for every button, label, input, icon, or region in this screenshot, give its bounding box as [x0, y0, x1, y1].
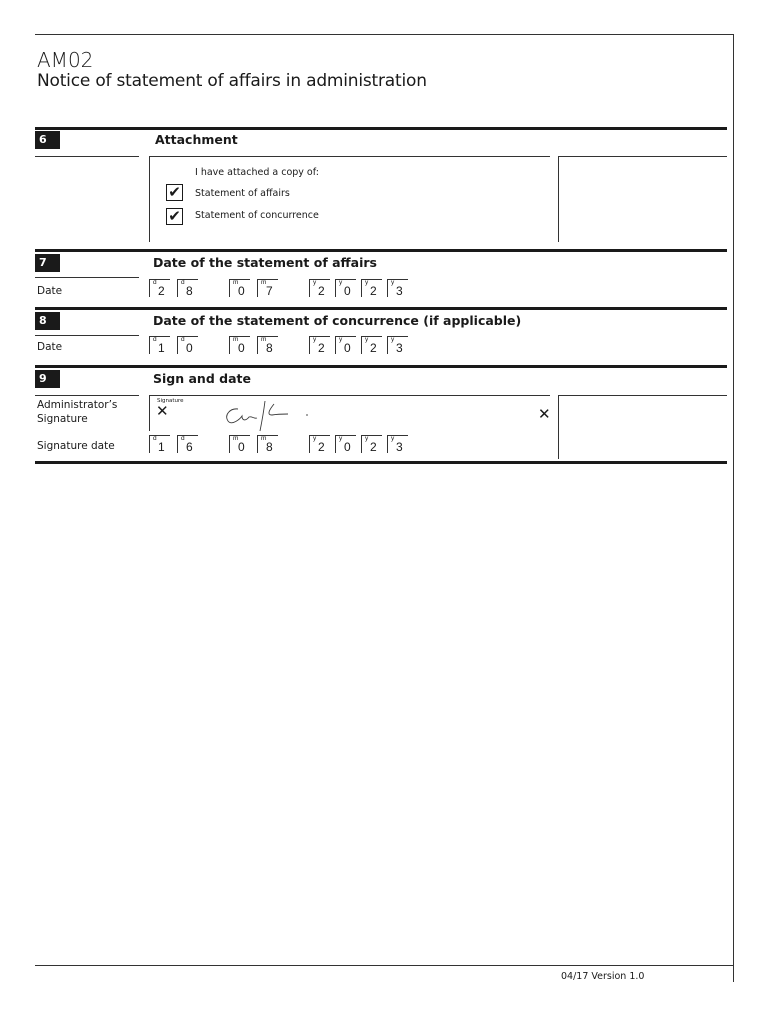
- date-part-marker: m: [233, 279, 239, 286]
- date-digit-cell[interactable]: [257, 435, 278, 453]
- date-digit: 2: [318, 440, 325, 454]
- date-digit: 6: [186, 440, 193, 454]
- page-frame-bottom: [35, 965, 733, 966]
- section-6-left-rule: [35, 156, 139, 157]
- section-7-title: Date of the statement of affairs: [153, 255, 377, 270]
- section-6-box-left: [149, 156, 150, 242]
- date-digit-cell[interactable]: [229, 336, 250, 354]
- statement-of-affairs-checkbox[interactable]: ✔: [166, 184, 183, 201]
- page-frame-top: [35, 34, 733, 35]
- section-9-title: Sign and date: [153, 371, 251, 386]
- date-digit-cell[interactable]: [387, 435, 408, 453]
- administrator-signature[interactable]: [216, 397, 316, 435]
- date-digit: 0: [344, 341, 351, 355]
- date-digit-cell[interactable]: [335, 279, 356, 297]
- date-digit: 7: [266, 284, 273, 298]
- signature-end-x-icon: ✕: [538, 405, 551, 423]
- date-digit: 0: [238, 284, 245, 298]
- date-part-marker: y: [365, 279, 369, 286]
- form-code: AM02: [37, 48, 94, 72]
- date-digit-cell[interactable]: [361, 336, 382, 354]
- date-part-marker: y: [391, 336, 395, 343]
- date-part-marker: m: [261, 435, 267, 442]
- section-6-title: Attachment: [155, 132, 238, 147]
- date-part-marker: m: [233, 435, 239, 442]
- date-part-marker: y: [365, 336, 369, 343]
- section-9-rule: [35, 365, 727, 368]
- section-6-number: 6: [35, 131, 60, 149]
- statement-of-affairs-date[interactable]: [149, 279, 419, 299]
- date-digit: 0: [344, 284, 351, 298]
- date-part-marker: y: [391, 279, 395, 286]
- date-digit: 0: [186, 341, 193, 355]
- signature-box-left: [149, 395, 150, 431]
- date-digit: 2: [158, 284, 165, 298]
- date-digit: 3: [396, 440, 403, 454]
- statement-of-affairs-label: Statement of affairs: [195, 188, 290, 199]
- form-title: Notice of statement of affairs in administration: [37, 71, 427, 91]
- date-part-marker: d: [153, 435, 157, 442]
- section-9-guidance-rule: [558, 395, 727, 396]
- section-8-date-label: Date: [37, 341, 63, 353]
- date-digit: 2: [370, 440, 377, 454]
- version-footer: 04/17 Version 1.0: [561, 971, 645, 982]
- date-digit: 2: [370, 284, 377, 298]
- section-6-guidance-rule: [558, 156, 727, 157]
- section-9-bottom-rule: [35, 461, 727, 464]
- date-part-marker: y: [339, 279, 343, 286]
- section-6-rule: [35, 127, 727, 130]
- section-8-title: Date of the statement of concurrence (if applicable): [153, 313, 522, 328]
- date-digit-cell[interactable]: [361, 279, 382, 297]
- date-digit: 2: [318, 284, 325, 298]
- sig-label-line-2: Signature: [37, 413, 88, 425]
- date-digit-cell[interactable]: [149, 336, 170, 354]
- date-part-marker: d: [153, 336, 157, 343]
- date-digit-cell[interactable]: [229, 279, 250, 297]
- section-8-left-rule: [35, 335, 139, 336]
- section-6-box-top: [149, 156, 550, 157]
- date-part-marker: y: [365, 435, 369, 442]
- signature-box-top: [149, 395, 550, 396]
- date-digit-cell[interactable]: [177, 435, 198, 453]
- date-digit-cell[interactable]: [361, 435, 382, 453]
- date-digit: 0: [344, 440, 351, 454]
- date-digit-cell[interactable]: [309, 435, 330, 453]
- page-frame-right: [733, 34, 734, 982]
- date-part-marker: m: [261, 279, 267, 286]
- date-part-marker: y: [391, 435, 395, 442]
- date-digit-cell[interactable]: [257, 336, 278, 354]
- section-7-rule: [35, 249, 727, 252]
- date-part-marker: y: [313, 336, 317, 343]
- date-digit: 8: [186, 284, 193, 298]
- attachment-intro: I have attached a copy of:: [195, 167, 319, 178]
- date-digit-cell[interactable]: [309, 336, 330, 354]
- date-digit-cell[interactable]: [387, 336, 408, 354]
- signature-start-x-icon: ✕: [156, 402, 169, 420]
- date-digit-cell[interactable]: [387, 279, 408, 297]
- date-part-marker: y: [339, 336, 343, 343]
- date-digit: 3: [396, 284, 403, 298]
- signature-date[interactable]: [149, 435, 419, 455]
- date-part-marker: m: [261, 336, 267, 343]
- date-part-marker: d: [181, 435, 185, 442]
- section-7-number: 7: [35, 254, 60, 272]
- statement-of-concurrence-label: Statement of concurrence: [195, 210, 319, 221]
- date-digit: 8: [266, 341, 273, 355]
- date-part-marker: d: [181, 336, 185, 343]
- date-digit-cell[interactable]: [149, 435, 170, 453]
- date-digit: 3: [396, 341, 403, 355]
- sig-label-line-1: Administrator’s: [37, 399, 118, 411]
- section-9-left-rule: [35, 395, 139, 396]
- statement-of-concurrence-date[interactable]: [149, 336, 419, 356]
- date-digit-cell[interactable]: [257, 279, 278, 297]
- date-digit-cell[interactable]: [177, 336, 198, 354]
- date-part-marker: y: [313, 435, 317, 442]
- date-digit: 1: [158, 440, 165, 454]
- section-9-guidance-left: [558, 395, 559, 459]
- date-digit: 2: [318, 341, 325, 355]
- signature-caption: Signature: [157, 398, 184, 404]
- date-digit: 0: [238, 341, 245, 355]
- section-8-number: 8: [35, 312, 60, 330]
- date-digit-cell[interactable]: [335, 336, 356, 354]
- date-digit: 2: [370, 341, 377, 355]
- date-part-marker: d: [181, 279, 185, 286]
- signature-date-label: Signature date: [37, 440, 115, 452]
- section-6-guidance-left: [558, 156, 559, 242]
- date-digit-cell[interactable]: [149, 279, 170, 297]
- date-digit: 0: [238, 440, 245, 454]
- date-digit-cell[interactable]: [309, 279, 330, 297]
- section-7-date-label: Date: [37, 285, 63, 297]
- section-9-number: 9: [35, 370, 60, 388]
- date-part-marker: y: [339, 435, 343, 442]
- date-digit: 1: [158, 341, 165, 355]
- date-part-marker: d: [153, 279, 157, 286]
- date-part-marker: y: [313, 279, 317, 286]
- section-7-left-rule: [35, 277, 139, 278]
- date-digit-cell[interactable]: [229, 435, 250, 453]
- section-8-rule: [35, 307, 727, 310]
- date-digit: 8: [266, 440, 273, 454]
- date-digit-cell[interactable]: [335, 435, 356, 453]
- date-part-marker: m: [233, 336, 239, 343]
- date-digit-cell[interactable]: [177, 279, 198, 297]
- statement-of-concurrence-checkbox[interactable]: ✔: [166, 208, 183, 225]
